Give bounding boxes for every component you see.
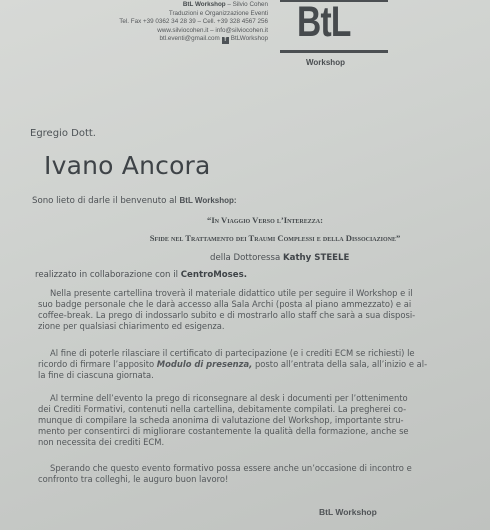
letterhead-brand: BtL Workshop — [182, 1, 226, 8]
paragraph-line: Al termine dell’evento la prego di riconsegnare al desk i documenti per l’ottenimento — [50, 393, 408, 403]
salutation: Egregio Dott. — [30, 128, 96, 139]
paragraph-line: Nella presente cartellina troverà il materiale didattico utile per seguire il Workshop e il — [50, 288, 413, 298]
speaker-line — [210, 253, 349, 263]
letterhead-facebook: BtLWorkshop — [230, 35, 268, 43]
paragraph-line: Al fine di poterle rilasciare il certificato di partecipazione (e i crediti ECM se richiesti) le — [50, 348, 415, 358]
btl-logo: BtL — [297, 0, 351, 46]
paragraph-line: confronto tra colleghi, le auguro buon lavoro! — [38, 474, 229, 485]
paragraph-line: munque di compilare la scheda anonima di valutazione del Workshop, importante stru- — [38, 415, 404, 426]
signature: BtL Workshop — [319, 507, 377, 517]
intro-brand: BtL Workshop: — [179, 196, 237, 205]
paragraph-fragment: ricordo di firmare l’apposito — [38, 359, 155, 370]
speaker-name: Kathy STEELE — [282, 253, 350, 263]
paragraph-line — [38, 359, 458, 370]
recipient-name: Ivano Ancora — [44, 151, 211, 180]
paragraph-line: mento per consentirci di migliorare costantemente la qualità della formazione, anche se — [38, 426, 409, 437]
paragraph-line: non necessita dei crediti ECM. — [38, 437, 165, 448]
attendance-form-name: Modulo di presenza, — [156, 359, 253, 370]
workshop-title-line1: “In Viaggio Verso l’Interezza: — [207, 215, 323, 225]
workshop-title-line2: Sfide nel Trattamento dei Traumi Complessi e della Dissociazione” — [149, 233, 401, 243]
paragraph-line: suo badge personale che le darà accesso alla Sala Archi (posta al piano ammezzato) e ai — [38, 299, 412, 310]
speaker-prefix: della Dottoressa — [210, 253, 281, 263]
paragraph-line: Sperando che questo evento formativo possa essere anche un’occasione di incontro e — [50, 463, 412, 473]
paragraph-attendance — [38, 348, 458, 381]
letterhead-contacts — [8, 1, 268, 44]
logo-divider — [280, 50, 388, 53]
letterhead-brand-suffix: – Silvio Cohen — [227, 1, 268, 8]
paragraph-credits — [38, 393, 458, 448]
logo-subtitle: Workshop — [306, 58, 345, 67]
paragraph-closing — [38, 463, 458, 485]
collab-prefix: realizzato in collaborazione con il — [35, 270, 178, 280]
paragraph-materials — [38, 288, 458, 332]
paragraph-line: zione per qualsiasi chiarimento ed esigenza. — [38, 321, 225, 332]
intro-text: Sono lieto di darle il benvenuto al — [32, 196, 177, 206]
paragraph-fragment: posto all’entrata della sala, all’inizio e al- — [254, 359, 428, 370]
paragraph-line: coffee-break. La prego di indossarlo subito e di mostrarlo allo staff che sarà a sua disposi- — [38, 310, 416, 321]
letterhead-phones: Tel. Fax +39 0362 34 28 39 – Cell. +39 328 4567 256 — [119, 18, 268, 26]
intro-line — [32, 196, 237, 206]
collaboration-line — [35, 270, 247, 280]
letterhead-email: btl.eventi@gmail.com — [159, 35, 220, 43]
collab-partner: CentroMoses. — [180, 270, 248, 280]
paragraph-line: la fine di ciascuna giornata. — [38, 370, 154, 381]
letterhead-web: www.silviocohen.it – info@silviocohen.it — [157, 26, 268, 34]
letterhead-services: Traduzioni e Organizzazione Eventi — [168, 9, 268, 17]
paragraph-line: dei Crediti Formativi, contenuti nella cartellina, debitamente compilati. La pregherei co- — [38, 404, 407, 415]
facebook-icon: f — [222, 37, 229, 44]
